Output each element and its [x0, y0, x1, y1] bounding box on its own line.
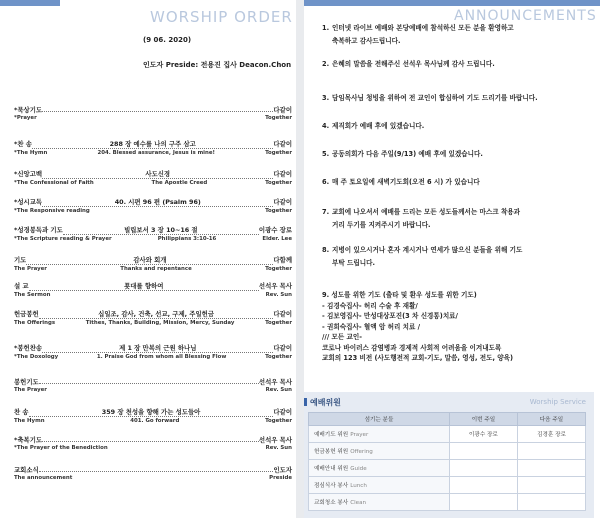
announcement-text: 교회에 나오셔서 예배를 드리는 모든 성도들께서는 마스크 착용과	[332, 208, 521, 216]
service-heading-text: 예배위원	[310, 398, 341, 407]
order-item-responsible-en: Rev. Sun	[265, 445, 292, 451]
order-item-content	[39, 471, 274, 472]
order-item-responsible: 선석우 목사	[258, 282, 292, 290]
service-table	[308, 412, 586, 511]
announcement-text: 거리 두기를 지켜주시기 바랍니다.	[332, 221, 431, 229]
announcement-number: 5.	[322, 150, 330, 158]
order-item-name: *묵상기도	[14, 106, 43, 114]
order-item-content	[42, 441, 259, 442]
order-item-name-en: The Offerings	[14, 320, 56, 326]
prayer-line: 코로나 바이러스 감염병과 경제적 사회적 어려움을 이겨내도록	[322, 343, 502, 352]
order-item-name: *축복기도	[14, 436, 43, 444]
worship-order-title: WORSHIP ORDER	[150, 8, 293, 26]
announcement-text: 공동의회가 다음 주일(9/13) 예배 후에 있겠습니다.	[332, 150, 483, 158]
order-item-responsible-en: Together	[265, 418, 292, 424]
order-item	[14, 140, 292, 157]
order-item-detail-en: 401. Go forward	[130, 418, 180, 424]
order-item-responsible-en: Together	[265, 115, 292, 121]
announcements-title: ANNOUNCEMENTS	[454, 8, 597, 24]
announcement-text: 제직회가 예배 후에 있겠습니다.	[332, 122, 425, 130]
announcement-item	[322, 22, 592, 48]
order-item	[14, 170, 292, 187]
prayer-line: 교회의 123 비전 (사도행전적 교회-기도, 말씀, 영성, 전도, 양육)	[322, 354, 514, 362]
order-item-content: 푯대를 향하여	[29, 282, 259, 291]
order-row-english	[14, 291, 292, 299]
order-row-korean	[14, 140, 292, 149]
order-row-english	[14, 149, 292, 157]
col-servers: 섬기는 분들	[309, 413, 450, 426]
announcement-item	[322, 92, 592, 105]
order-item-name-en: *The Doxology	[14, 354, 59, 360]
order-item-responsible-en: Together	[265, 266, 292, 272]
order-item-detail-en: 204. Blessed assurance, Jesus is mine!	[97, 150, 215, 156]
order-item-responsible: 선석우 목사	[258, 436, 292, 444]
order-item-content: 40. 시편 96 편 (Psalm 96)	[42, 198, 273, 207]
order-item-responsible-en: Together	[265, 150, 292, 156]
order-row-korean	[14, 198, 292, 207]
announcement-text: 축복하고 감사드립니다.	[332, 37, 401, 45]
order-item-responsible: 다함께	[273, 256, 292, 264]
header-bar	[0, 0, 60, 6]
announcement-number: 6.	[322, 178, 330, 186]
announcement-line	[322, 206, 592, 219]
order-item	[14, 466, 292, 482]
announcement-line	[322, 120, 592, 133]
order-item-name: 헌금봉헌	[14, 310, 39, 318]
order-item-name-en: *Prayer	[14, 115, 37, 121]
announcement-line	[322, 244, 592, 257]
order-row-korean	[14, 170, 292, 179]
order-item-name-en: *The Scripture reading & Prayer	[14, 236, 112, 242]
service-role	[309, 426, 450, 443]
order-row-english	[14, 417, 292, 425]
order-item-responsible: 다같이	[273, 310, 292, 318]
announcement-line	[322, 58, 592, 71]
service-this-sunday: 이광수 장로	[449, 426, 517, 443]
prayer-line: - 권희숙집사- 혈액 암 허리 치료 /	[322, 322, 421, 331]
announcement-item	[322, 120, 592, 133]
order-item-responsible: 인도자	[273, 466, 292, 474]
header-bar	[304, 0, 600, 6]
preside-line: 인도자 Preside: 전용진 집사 Deacon.Chon	[143, 61, 292, 69]
order-item-name-en: The announcement	[14, 475, 73, 481]
col-next-sunday: 다음 주일	[517, 413, 585, 426]
announcement-number: 1.	[322, 24, 330, 32]
order-item-name: *성경봉독과 기도	[14, 226, 63, 234]
order-item-name: *성시교독	[14, 198, 43, 206]
order-item-name-en: *The Hymn	[14, 150, 48, 156]
service-row	[309, 426, 586, 443]
announcement-line	[322, 148, 592, 161]
worship-order-page	[0, 0, 296, 518]
order-row-korean	[14, 344, 292, 353]
service-role	[309, 443, 450, 460]
order-item-name: 기도	[14, 256, 27, 264]
announcement-item	[322, 206, 592, 232]
announcement-number: 7.	[322, 208, 330, 216]
prayer-line: - 김경숙집사- 허리 수술 후 재활/	[322, 301, 418, 310]
order-item-name-en: *The Responsive reading	[14, 208, 90, 214]
order-item-name-en: *The Prayer of the Benediction	[14, 445, 108, 451]
order-item-detail-en: Philippians 3:10-16	[157, 236, 217, 242]
order-row-english	[14, 207, 292, 215]
service-role-ko: 예배안내 위원	[314, 466, 349, 472]
service-role-en: Guide	[350, 466, 367, 472]
order-row-korean	[14, 256, 292, 265]
order-item-name-en: The Prayer	[14, 387, 47, 393]
order-item-content	[39, 383, 259, 384]
announcement-item	[322, 244, 592, 270]
order-row-korean	[14, 226, 292, 235]
announcement-number: 3.	[322, 94, 330, 102]
service-role	[309, 494, 450, 511]
service-role-en: Clean	[350, 500, 367, 506]
service-heading	[304, 397, 341, 408]
order-item-name: *신앙고백	[14, 170, 43, 178]
heading-marker	[304, 398, 307, 406]
order-item-name-en: The Prayer	[14, 266, 47, 272]
service-heading-en: Worship Service	[529, 398, 586, 406]
order-row-english	[14, 265, 292, 273]
announcement-line	[322, 22, 592, 35]
order-item	[14, 226, 292, 243]
order-item-content: 감사와 회개	[26, 256, 273, 265]
order-item-name: *찬 송	[14, 140, 32, 148]
service-next-sunday	[517, 443, 585, 460]
order-item-responsible: 이광수 장로	[258, 226, 292, 234]
order-item-name: *봉헌찬송	[14, 344, 43, 352]
order-item-responsible-en: Together	[265, 354, 292, 360]
announcement-text: 지병이 있으시거나 혼자 계시거나 연세가 많으신 분들을 위해 기도	[332, 246, 523, 254]
order-item-responsible: 다같이	[273, 344, 292, 352]
order-item	[14, 106, 292, 122]
order-row-korean	[14, 106, 292, 114]
service-next-sunday: 김경훈 장로	[517, 426, 585, 443]
order-row-korean	[14, 310, 292, 319]
service-role-ko: 교회청소 봉사	[314, 500, 349, 506]
service-role-en: Offering	[350, 449, 373, 455]
order-item-responsible-en: Preside	[269, 475, 292, 481]
announcements-page	[304, 0, 600, 518]
service-this-sunday	[449, 477, 517, 494]
order-item-detail-en: The Apostle Creed	[151, 180, 208, 186]
service-role	[309, 477, 450, 494]
service-role-en: Lunch	[350, 483, 367, 489]
order-item-content: 359 장 천성을 향해 가는 성도들아	[29, 408, 274, 417]
service-role	[309, 460, 450, 477]
prayer-requests	[322, 290, 592, 364]
order-item	[14, 344, 292, 361]
service-row	[309, 477, 586, 494]
order-item-responsible-en: Together	[265, 320, 292, 326]
order-item-responsible-en: Elder. Lee	[262, 236, 292, 242]
order-item-name-en: *The Confessional of Faith	[14, 180, 94, 186]
order-item-content: 제 1 장 만복의 근원 하나님	[42, 344, 273, 353]
order-row-english	[14, 114, 292, 122]
announcement-item	[322, 58, 592, 71]
announcement-line	[322, 92, 592, 105]
order-item-name-en: The Hymn	[14, 418, 45, 424]
order-item-content: 빌립보서 3 장 10~16 절	[63, 226, 259, 235]
service-role-ko: 헌금봉헌 위원	[314, 449, 349, 455]
service-next-sunday	[517, 460, 585, 477]
service-next-sunday	[517, 477, 585, 494]
worship-service-panel	[304, 392, 594, 518]
order-row-korean	[14, 466, 292, 474]
service-role-ko: 점심식사 봉사	[314, 483, 349, 489]
prayer-lines	[322, 301, 592, 364]
order-item-name: 설 교	[14, 282, 29, 290]
order-item	[14, 378, 292, 394]
order-row-english	[14, 474, 292, 482]
announcement-number: 8.	[322, 246, 330, 254]
order-row-korean	[14, 378, 292, 386]
col-this-sunday: 이번 주일	[449, 413, 517, 426]
order-item	[14, 198, 292, 215]
order-row-korean	[14, 408, 292, 417]
order-item-detail-en: 1. Praise God from whom all Blessing Flow	[96, 354, 227, 360]
order-item-responsible-en: Together	[265, 180, 292, 186]
order-row-english	[14, 179, 292, 187]
service-this-sunday	[449, 494, 517, 511]
order-item	[14, 310, 292, 327]
order-item-responsible-en: Rev. Sun	[265, 292, 292, 298]
prayer-line: /// 모든 교인-	[322, 333, 363, 341]
order-row-korean	[14, 282, 292, 291]
announcement-line	[322, 35, 592, 48]
service-role-ko: 예배기도 위원	[314, 432, 349, 438]
service-row	[309, 460, 586, 477]
announcement-text: 부탁 드립니다.	[332, 259, 376, 267]
order-item-name: 교회소식	[14, 466, 39, 474]
service-this-sunday	[449, 443, 517, 460]
order-item-responsible: 다같이	[273, 140, 292, 148]
announcement-text: 매 주 토요일에 새벽기도회(오전 6 시) 가 있습니다	[332, 178, 480, 186]
order-item-responsible: 다같이	[273, 198, 292, 206]
service-next-sunday	[517, 494, 585, 511]
service-role-en: Prayer	[350, 432, 369, 438]
order-item	[14, 436, 292, 452]
order-item-name: 찬 송	[14, 408, 29, 416]
announcement-number: 4.	[322, 122, 330, 130]
order-item-content	[42, 111, 273, 112]
announcement-line	[322, 219, 592, 232]
service-row	[309, 443, 586, 460]
order-row-english	[14, 353, 292, 361]
order-row-english	[14, 235, 292, 243]
announcement-item	[322, 148, 592, 161]
announcement-number: 2.	[322, 60, 330, 68]
order-item-responsible: 선석우 목사	[258, 378, 292, 386]
announcement-line	[322, 257, 592, 270]
prayer-heading: 9. 성도를 위한 기도 (출타 및 환우 성도를 위한 기도)	[322, 291, 477, 299]
order-item-responsible-en: Together	[265, 208, 292, 214]
service-date: (9 06. 2020)	[143, 36, 192, 44]
order-row-english	[14, 386, 292, 394]
order-item	[14, 256, 292, 273]
order-item-responsible: 다같이	[273, 106, 292, 114]
prayer-line: - 김보영집사- 만성대상포진(3 차 신경통)치료/	[322, 312, 458, 320]
order-item-responsible: 다같이	[273, 408, 292, 416]
announcement-text: 담임목사님 청빙을 위하여 전 교인이 합심하여 기도 드리기를 바랍니다.	[332, 94, 538, 102]
order-item	[14, 408, 292, 425]
order-item-content: 십일조, 감사, 건축, 선교, 구제, 주일헌금	[39, 310, 274, 319]
order-item-content: 288 장 예수를 나의 구주 삼고	[32, 140, 274, 149]
order-row-korean	[14, 436, 292, 444]
announcement-line	[322, 176, 592, 189]
order-item-name: 봉헌기도	[14, 378, 39, 386]
order-row-english	[14, 444, 292, 452]
service-this-sunday	[449, 460, 517, 477]
order-item	[14, 282, 292, 299]
order-item-responsible: 다같이	[273, 170, 292, 178]
announcement-text: 인터넷 라이브 예배와 본당예배에 참석하신 모든 분을 환영하고	[332, 24, 514, 32]
service-row	[309, 494, 586, 511]
order-item-content: 사도신경	[42, 170, 273, 179]
announcement-text: 은혜의 말씀을 전해주신 선석우 목사님께 감사 드립니다.	[332, 60, 495, 68]
order-item-detail-en: Tithes, Thanks, Building, Mission, Mercy, Sunday	[85, 320, 235, 326]
order-item-responsible-en: Rev. Sun	[265, 387, 292, 393]
announcement-item	[322, 176, 592, 189]
order-item-detail-en: Thanks and repentance	[120, 266, 192, 272]
order-item-name-en: The Sermon	[14, 292, 51, 298]
order-row-english	[14, 319, 292, 327]
